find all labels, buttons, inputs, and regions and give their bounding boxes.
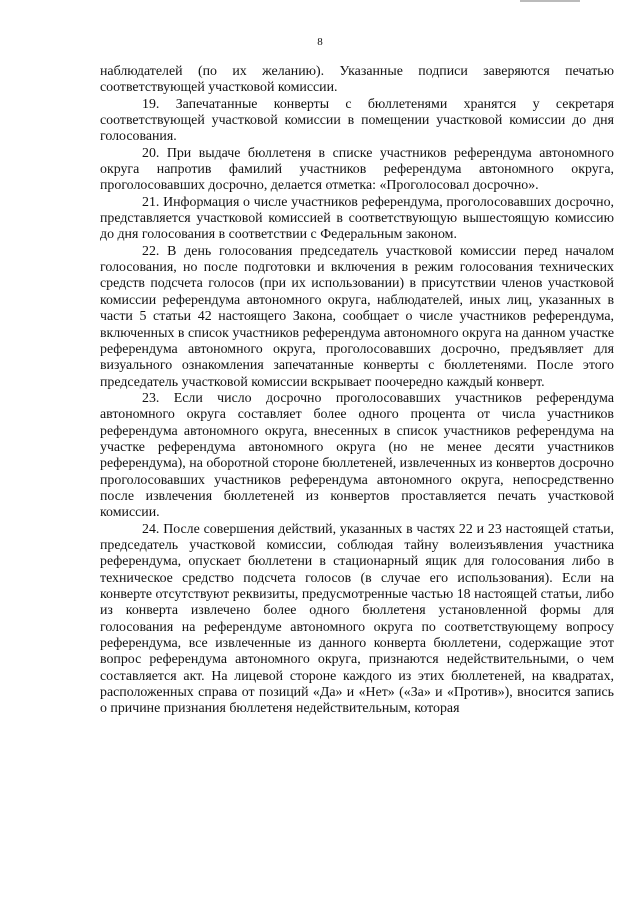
document-body	[100, 64, 614, 718]
paragraph-19: 19. Запечатанные конверты с бюллетенями хранятся у секретаря соответствующей участковой комиссии в помещении участковой комиссии до дня голосования.	[100, 96, 614, 145]
page-number: 8	[317, 36, 323, 48]
paragraph-continuation: наблюдателей (по их желанию). Указанные подписи заверяются печатью соответствующей участковой комиссии.	[100, 64, 614, 96]
paragraph-24: 24. После совершения действий, указанных в частях 22 и 23 настоящей статьи, председатель участковой комиссии, соблюдая тайну волеизъявления участника референдума, опускает бюллетени в стационарный ящик для голосования либо в техническое средство подсчета голосов (в случае его использования). Если на конверте отсутствуют реквизиты, предусмотренные частью 18 настоящей статьи, либо из конверта извлечено более одного бюллетеня установленной формы для голосования на референдуме автономного округа по соответствующему вопросу референдума, все извлеченные из данного конверта бюллетени, содержащие этот вопрос референдума автономного округа, признаются недействительными, о чем составляется акт. На лицевой стороне каждого из этих бюллетеней, на квадратах, расположенных справа от позиций «Да» и «Нет» («За» и «Против»), вносится запись о причине признания бюллетеня недействительным, которая	[100, 521, 614, 717]
paragraph-22: 22. В день голосования председатель участковой комиссии перед началом голосования, но после подготовки и включения в режим голосования технических средств подсчета голосов (при их использовании) в присутствии членов участковой комиссии референдума автономного округа, наблюдателей, иных лиц, указанных в части 5 статьи 42 настоящего Закона, сообщает о числе участников референдума, включенных в список участников референдума автономного округа на данном участке референдума автономного округа, проголосовавших досрочно, предъявляет для визуального ознакомления запечатанные конверты с бюллетенями. После этого председатель участковой комиссии вскрывает поочередно каждый конверт.	[100, 243, 614, 390]
scan-edge-mark	[520, 0, 580, 2]
paragraph-23: 23. Если число досрочно проголосовавших участников референдума автономного округа составляет более одного процента от числа участников референдума автономного округа, внесенных в список участников референдума на участке референдума автономного округа (но не менее десяти участников референдума), на оборотной стороне бюллетеней, извлеченных из конвертов досрочно проголосовавших участников референдума автономного округа, непосредственно после извлечения бюллетеней из конвертов проставляется печать участковой комиссии.	[100, 390, 614, 521]
paragraph-20: 20. При выдаче бюллетеня в списке участников референдума автономного округа напротив фамилий участников референдума автономного округа, проголосовавших досрочно, делается отметка: «Проголосовал досрочно».	[100, 145, 614, 194]
paragraph-21: 21. Информация о числе участников референдума, проголосовавших досрочно, представляется участковой комиссией в соответствующую вышестоящую комиссию до дня голосования в соответствии с Федеральным законом.	[100, 194, 614, 243]
